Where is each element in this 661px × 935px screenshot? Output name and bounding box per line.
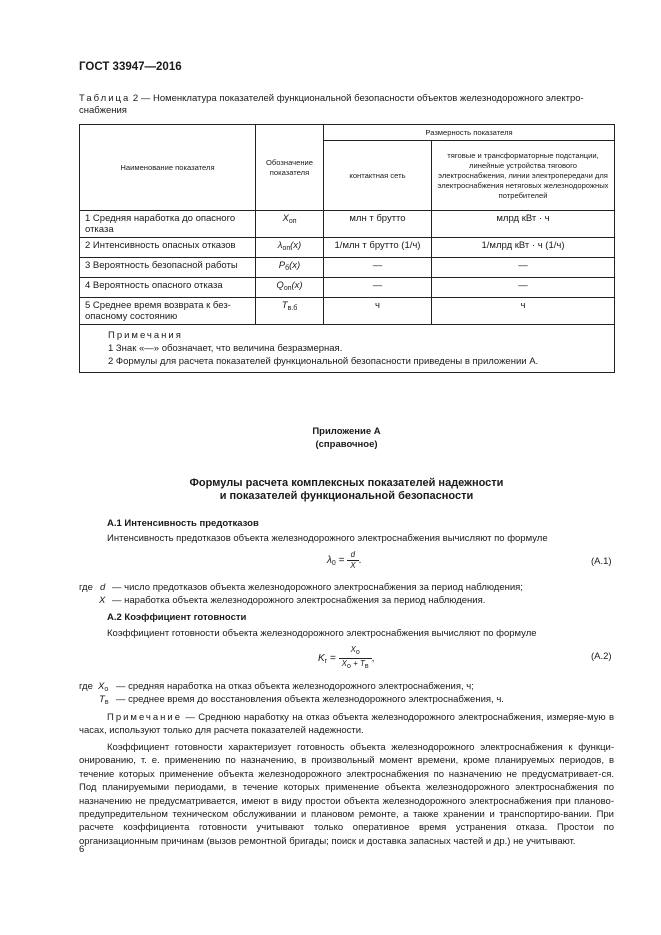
appendix-heading-1: Формулы расчета комплексных показателей надежности: [189, 477, 504, 489]
row-traction: —: [432, 278, 615, 298]
section-a2-title: А.2 Коэффициент готовности: [107, 612, 247, 623]
row-contact: —: [324, 258, 432, 278]
row-name: 2 Интенсивность опасных отказов: [80, 238, 256, 258]
note-2: 2 Формулы для расчета показателей функциональной безопасности приведены в приложении А.: [108, 356, 539, 367]
row-name: 3 Вероятность безопасной работы: [80, 258, 256, 278]
table-row: [80, 211, 615, 238]
def-x-text: — наработка объекта железнодорожного электроснабжения за период наблюдения.: [112, 595, 486, 606]
row-name: 5 Среднее время возврата к без-опасному состоянию: [80, 298, 256, 325]
indicators-table: [79, 124, 615, 373]
where-a1: где: [79, 582, 93, 593]
standard-number: ГОСТ 33947—2016: [79, 61, 182, 73]
page-number: 6: [79, 844, 85, 855]
row-symbol: $\lambda_{оп}(x)$: [256, 238, 324, 258]
row-symbol: $T_{в.б}$: [256, 298, 324, 325]
table-caption-label: Таблица: [79, 93, 131, 104]
table-notes-row: [80, 325, 615, 373]
row-name: 1 Средняя наработка до опасного отказа: [80, 211, 256, 238]
note-1: 1 Знак «—» обозначает, что величина безразмерная.: [108, 343, 343, 354]
def-d-text: — число предотказов объекта железнодорожного электроснабжения за период наблюдения;: [112, 582, 523, 593]
availability-paragraph: Коэффициент готовности характеризует готовность объекта железнодорожного электроснабжения к функци-онированию, т. е. применению по назначению, в произвольный момент времени, кроме планируемых периодов, в течение которых применение объекта железнодорожного электроснабжения по назначению не предусматривает-ся. Под планируемыми периодами, в течение которых применение объекта железнодорожного электроснабжения по назначению не предусматривается, имеют в виду простои объекта железнодорожного электроснабжения при планово-предупредительном техническом обслуживании и плановом ремонте, а также хранении и транспортиро-вании. При расчете коэффициента готовности учитывают только оперативное время устранения отказа. Простои по организационным причинам (вызов ремонтной бригады; поиск и доставка запасных частей и др.) не учитывают.: [79, 742, 614, 847]
section-a1-title: А.1 Интенсивность предотказов: [107, 518, 259, 529]
section-a1-intro: Интенсивность предотказов объекта железнодорожного электроснабжения вычисляют по формуле: [107, 533, 548, 544]
table-notes: [80, 325, 615, 373]
appendix-heading-2: и показателей функциональной безопасности: [219, 490, 474, 502]
equation-number-a1: (А.1): [591, 556, 612, 567]
row-contact: млн т брутто: [324, 211, 432, 238]
col-header-contact: контактная сеть: [324, 141, 432, 211]
row-symbol: $Q_{оп}(x)$: [256, 278, 324, 298]
def-xo-text: — средняя наработка на отказ объекта железнодорожного электроснабжения, ч;: [116, 681, 474, 692]
table-caption: [79, 93, 614, 117]
row-traction: млрд кВт · ч: [432, 211, 615, 238]
table-row: [80, 298, 615, 325]
table-row: [80, 238, 615, 258]
a2-note: [79, 711, 614, 738]
col-header-traction: тяговые и трансформаторные подстанции, линейные устройства тягового электроснабжения, линии электропередачи для электроснабжения нетяговых железнодорожных потребителей: [432, 141, 615, 211]
equation-number-a2: (А.2): [591, 651, 612, 662]
row-symbol: $P_б(x)$: [256, 258, 324, 278]
a2-note-label: Примечание: [107, 712, 182, 723]
appendix-subtitle: (справочное): [315, 439, 378, 450]
def-tv-symbol: $T_в$: [99, 694, 109, 706]
table-row: [80, 258, 615, 278]
col-header-dimension: Размерность показателя: [324, 125, 615, 141]
where-a2: где: [79, 681, 93, 692]
def-x-symbol: X: [99, 595, 106, 606]
table-row: [80, 278, 615, 298]
table-caption-text: 2 — Номенклатура показателей функциональной безопасности объектов железнодорожного электро-снабжения: [79, 93, 584, 116]
col-header-name: Наименование показателя: [80, 125, 256, 211]
formula-a1: $\lambda_0$ = $\frac{d}{X}$ .: [327, 550, 362, 570]
def-xo-symbol: $X_о$: [98, 681, 109, 693]
row-symbol: $X_{оп}$: [256, 211, 324, 238]
col-header-symbol: Обозначение показателя: [256, 125, 324, 211]
def-d-symbol: d: [100, 582, 106, 593]
formula-a2: $K_г$ = $\frac{Xо}{Xо + Tв}$ ,: [318, 645, 375, 670]
row-contact: ч: [324, 298, 432, 325]
a2-note-text: — Среднюю наработку на отказ объекта железнодорожного электроснабжения, измеряе-мую в часах, используют только для расчета показателей надежности.: [79, 712, 615, 737]
row-contact: 1/млн т брутто (1/ч): [324, 238, 432, 258]
row-traction: ч: [432, 298, 615, 325]
notes-title: Примечания: [108, 330, 183, 341]
appendix-title: Приложение А: [312, 426, 381, 437]
row-traction: —: [432, 258, 615, 278]
row-traction: 1/млрд кВт · ч (1/ч): [432, 238, 615, 258]
row-contact: —: [324, 278, 432, 298]
section-a2-intro: Коэффициент готовности объекта железнодорожного электроснабжения вычисляют по формуле: [107, 628, 537, 639]
row-name: 4 Вероятность опасного отказа: [80, 278, 256, 298]
def-tv-text: — среднее время до восстановления объекта железнодорожного электроснабжения, ч.: [116, 694, 504, 705]
